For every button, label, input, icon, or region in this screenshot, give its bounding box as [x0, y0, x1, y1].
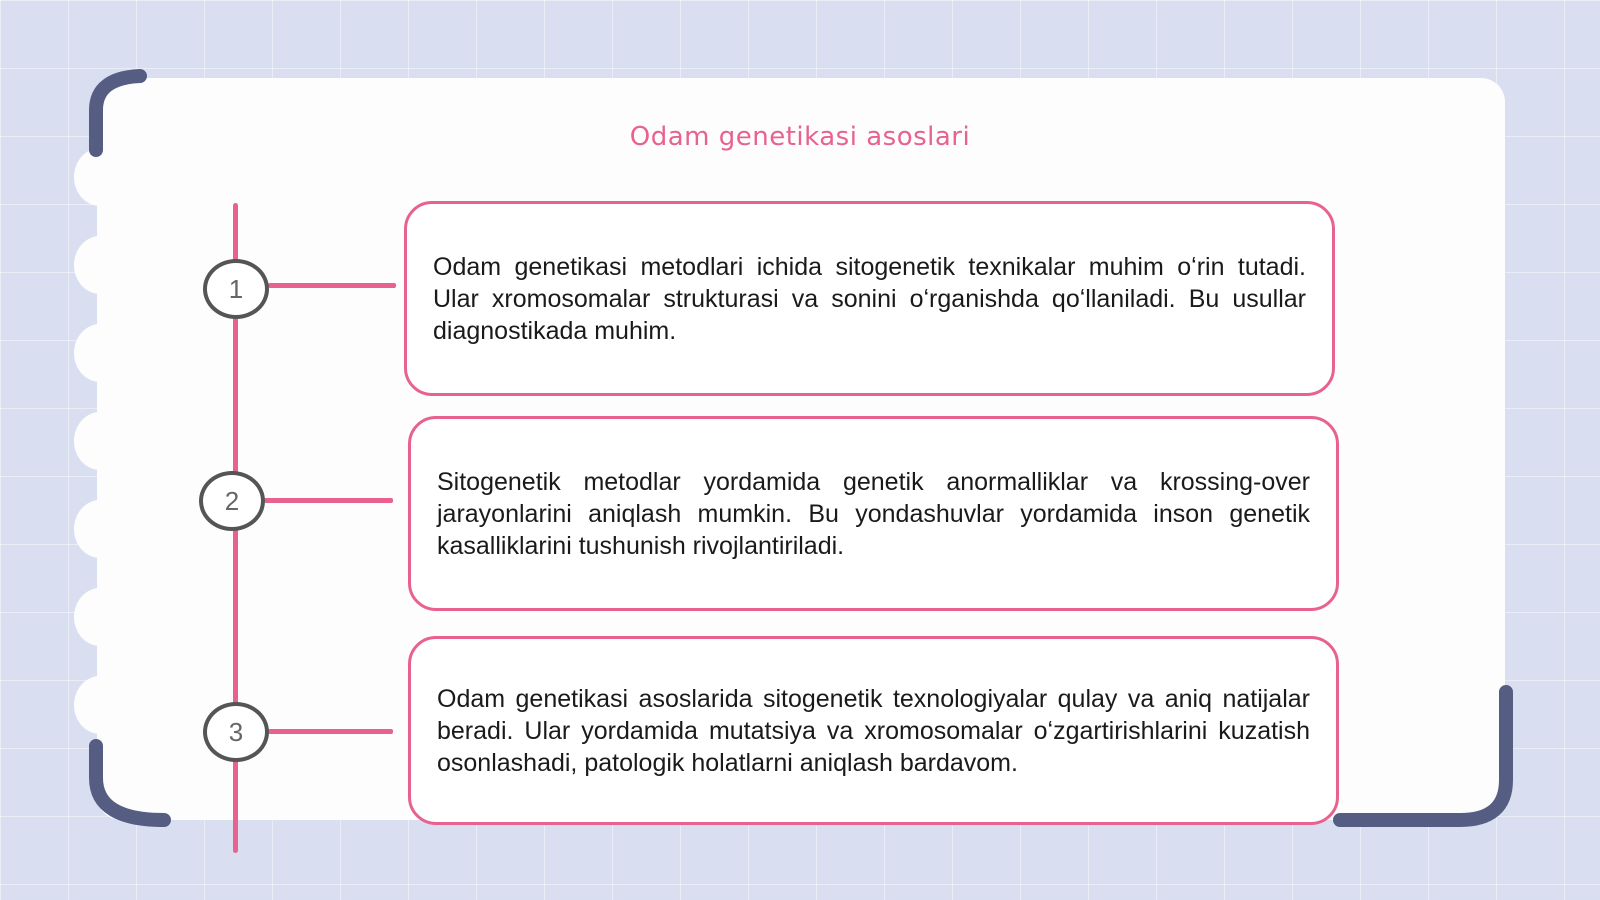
step-box-1	[404, 201, 1335, 396]
step-text-2: Sitogenetik metodlar yordamida genetik anormalliklar va krossing-over jarayonlarini aniqlash mumkin. Bu yondashuvlar yordamida inson genetik kasalliklarini tushunish rivojlantiriladi.	[437, 467, 1310, 560]
step-box-2	[408, 416, 1339, 611]
step-text-3: Odam genetikasi asoslarida sitogenetik texnologiyalar qulay va aniq natijalar beradi. Ular yordamida mutatsiya va xromosomalar oʻzgartirishlarini kuzatish osonlashadi, patologik holatlarni aniqlash bardavom.	[437, 684, 1310, 777]
scallop-decoration	[74, 676, 126, 734]
scallop-decoration	[74, 324, 126, 382]
scallop-decoration	[74, 236, 126, 294]
slide-title: Odam genetikasi asoslari	[629, 122, 971, 152]
step-text-1: Odam genetikasi metodlari ichida sitogenetik texnikalar muhim oʻrin tutadi. Ular xromosomalar strukturasi va sonini oʻrganishda qoʻllaniladi. Bu usullar diagnostikada muhim.	[433, 252, 1306, 345]
connector-line	[264, 498, 393, 503]
step-box-3	[408, 636, 1339, 825]
connector-line	[268, 729, 393, 734]
step-number-2: 2	[199, 471, 265, 531]
connector-line	[268, 283, 396, 288]
step-number-3: 3	[203, 702, 269, 762]
scallop-decoration	[74, 500, 126, 558]
step-number-1: 1	[203, 259, 269, 319]
scallop-decoration	[74, 412, 126, 470]
bottom-right-bracket	[1330, 684, 1520, 830]
scallop-decoration	[74, 588, 126, 646]
bottom-left-bracket	[84, 738, 176, 830]
